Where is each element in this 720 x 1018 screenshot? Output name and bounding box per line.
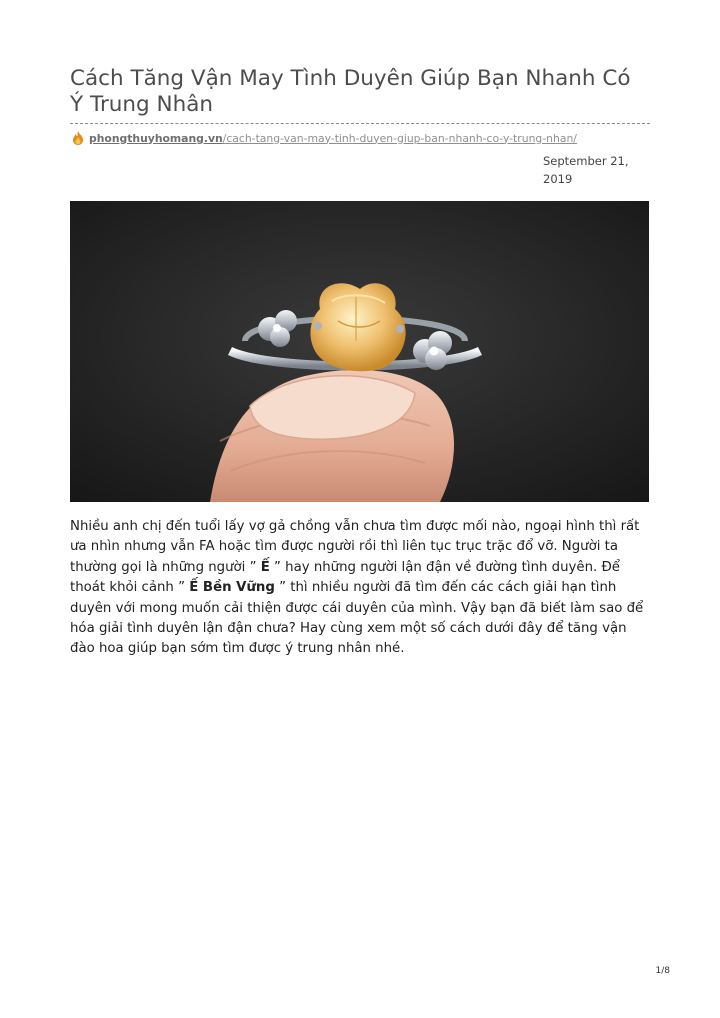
ring-photo bbox=[70, 201, 649, 502]
source-link[interactable] bbox=[72, 130, 577, 146]
body-text-part: ” thì nhiều người đã tìm đến các cách giải hạn tình duyên với mong muốn cải thiện được cái duyên của mình. Vậy bạn đã biết làm sao để hóa giải tình duyên lận đận chưa? Hay cùng xem một số cách dưới đây để tăng vận đào hoa giúp bạn sớm tìm được ý trung nhân nhé. bbox=[70, 580, 644, 657]
body-text-part: ” hay những người lận đận về đường tình duyên. Để thoát khỏi cảnh ” bbox=[70, 559, 620, 596]
title-divider bbox=[70, 123, 650, 124]
article-body bbox=[70, 517, 655, 660]
body-text-part: Nhiều anh chị đến tuổi lấy vợ gả chồng vẫn chưa tìm được mối nào, ngoại hình thì rất ưa nhìn nhưng vẫn FA hoặc tìm được người rồi thì liên tục trục trặc đổ vỡ. Người ta thường gọi là những người ” bbox=[70, 519, 640, 575]
source-domain[interactable]: phongthuyhomang.vn bbox=[89, 131, 223, 145]
flame-logo-icon bbox=[72, 131, 84, 145]
body-bold-term: Ế Bền Vững bbox=[189, 580, 275, 596]
source-path[interactable]: /cach-tang-van-may-tinh-duyen-giup-ban-nhanh-co-y-trung-nhan/ bbox=[222, 131, 577, 145]
body-bold-term: Ế bbox=[260, 559, 270, 575]
publish-date: September 21, 2019 bbox=[543, 154, 629, 186]
article-title: Cách Tăng Vận May Tình Duyên Giúp Bạn Nhanh Có Ý Trung Nhân bbox=[70, 66, 631, 117]
page-number: 1/8 bbox=[655, 966, 670, 976]
